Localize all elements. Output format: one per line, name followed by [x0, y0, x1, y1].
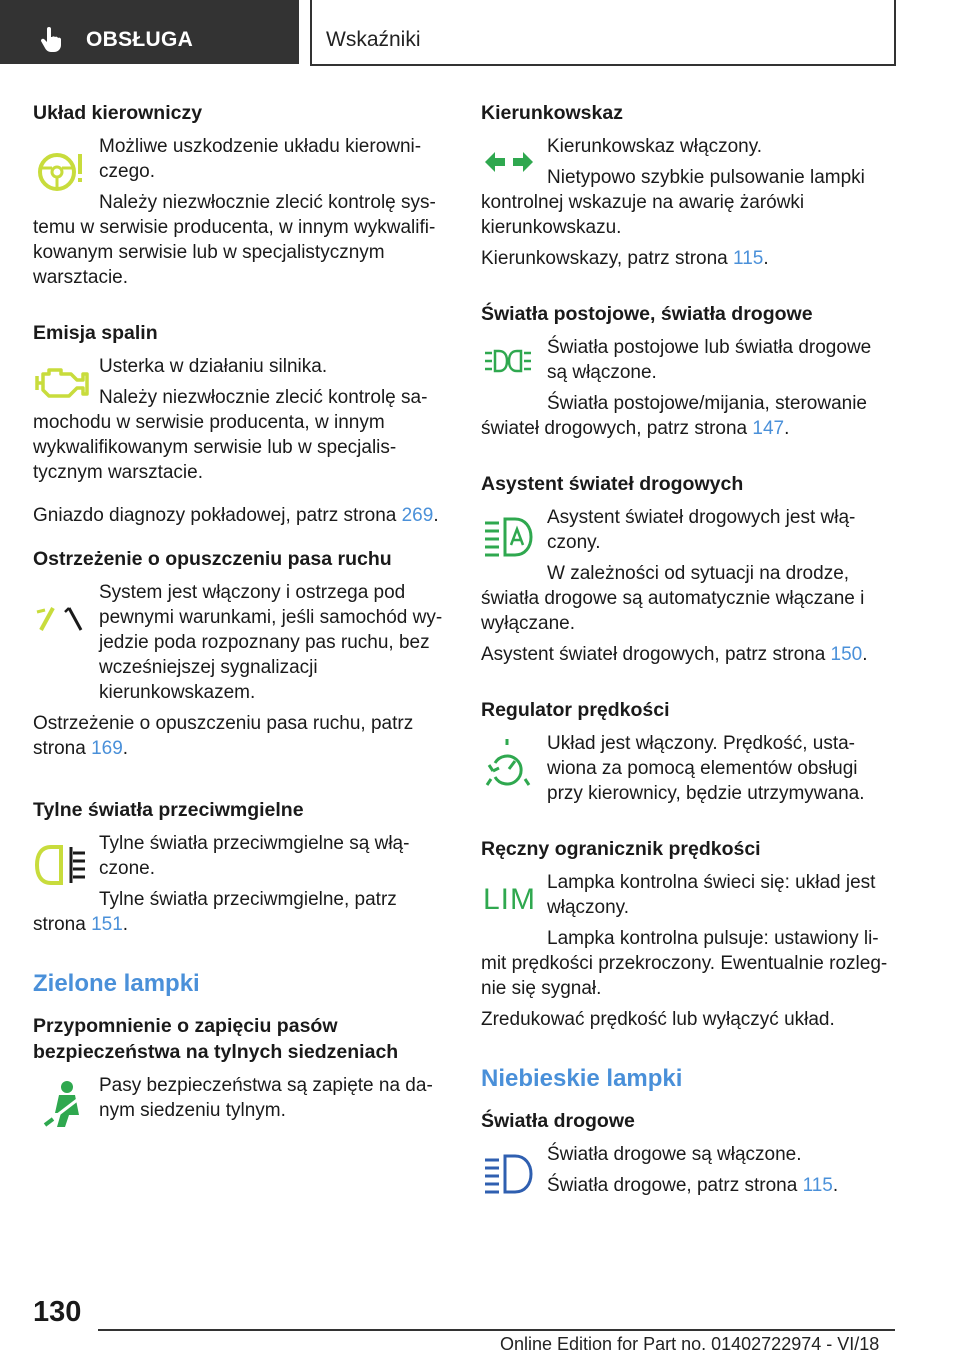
lane-ref-link[interactable]: 169 [91, 738, 123, 759]
highbeam-heading: Światła drogowe [481, 1110, 635, 1132]
highbeam-ref-link[interactable]: 115 [802, 1175, 833, 1196]
lane-ref-end: . [122, 738, 129, 759]
lane-text-1: System jest włączony i ostrzega pod pewnymi warunkami, jeśli samochód wyjedzie poda rozpoznany pas ruchu, bez wcześniejszej sygnalizacji kierunkowskazem. [99, 582, 443, 703]
turn-heading: Kierunkowskaz [481, 102, 623, 124]
highbeam-entry [481, 1142, 893, 1198]
cruise-text-1: Układ jest włączony. Prędkość, ustawiona za pomocą elementów obsługi przy kierownicy, będzie utrzymywana. [547, 733, 865, 804]
highbeam-ref [481, 1173, 893, 1198]
page-number: 130 [33, 1296, 82, 1328]
page-header [0, 0, 960, 66]
page-title-tab [310, 0, 896, 66]
highbeam-assist-entry [481, 505, 893, 636]
highbeam-assist-text-1: Asystent świateł drogowych jest włączony. [547, 507, 856, 553]
rearfog-text-1: Tylne światła przeciwmgielne są włączone. [99, 833, 410, 879]
parking-ref-link[interactable]: 147 [752, 418, 785, 439]
turn-ref-text: Kierunkowskazy, patrz strona [481, 248, 734, 269]
emission-heading: Emisja spalin [33, 322, 158, 344]
steering-entry [33, 134, 445, 290]
parking-entry [481, 335, 893, 441]
limiter-entry [481, 870, 893, 1001]
rearfog-entry [33, 831, 445, 937]
rear-fog-light-icon [35, 843, 89, 887]
highbeam-ref-text: Światła drogowe, patrz strona [547, 1175, 803, 1196]
highbeam-assist-ref [481, 642, 893, 667]
limiter-heading: Ręczny ogranicznik prędkości [481, 838, 761, 860]
seatbelt-icon [41, 1079, 85, 1129]
parking-ref-end: . [784, 418, 790, 439]
parking-lights-icon [483, 347, 533, 375]
turn-signal-icon [483, 150, 535, 174]
highbeam-ref-end: . [832, 1175, 839, 1196]
high-beam-assist-icon [483, 515, 535, 559]
rearfog-ref-text: Tylne światła przeciwmgielne, patrz strona [33, 889, 397, 935]
steering-text-1: Możliwe uszkodzenie układu kierowniczego. [99, 136, 422, 182]
emission-ref [33, 503, 445, 528]
seatbelt-heading: Przypomnienie o zapięciu pasów bezpieczeństwa na tylnych siedzeniach [33, 1015, 399, 1063]
hand-pointer-icon [38, 26, 66, 54]
footer-divider [98, 1329, 895, 1331]
cruise-control-icon [485, 737, 531, 789]
turn-ref [481, 246, 893, 271]
emission-ref-link[interactable]: 269 [401, 505, 434, 526]
parking-heading: Światła postojowe, światła drogowe [481, 303, 813, 325]
lane-departure-icon [35, 602, 87, 632]
page-title: Wskaźniki [326, 28, 421, 51]
rearfog-ref-link[interactable]: 151 [91, 914, 123, 935]
turn-ref-end: . [763, 248, 769, 269]
parking-text-2 [481, 391, 893, 441]
emission-text-1: Usterka w działaniu silnika. [99, 356, 328, 377]
steering-warning-icon [35, 148, 87, 192]
section-label: OBSŁUGA [86, 28, 194, 51]
rearfog-ref-end: . [122, 914, 129, 935]
emission-ref-end: . [433, 505, 439, 526]
lane-entry [33, 580, 445, 705]
steering-text-2: Należy niezwłocznie zlecić kontrolę systemu w serwisie producenta, w innym wykwalifikowanym serwisie lub w specjalistycznym warsztacie. [33, 192, 436, 288]
edition-info: Online Edition for Part no. 01402722974 - VI/18 [500, 1334, 880, 1354]
green-lights-heading: Zielone lampki [33, 970, 200, 997]
lane-heading: Ostrzeżenie o opuszczeniu pasa ruchu [33, 548, 392, 570]
highbeam-assist-text-2: W zależności od sytuacji na drodze, światła drogowe są automatycznie włączane i wyłączane. [481, 563, 865, 634]
seatbelt-text-1: Pasy bezpieczeństwa są zapięte na danym siedzeniu tylnym. [99, 1075, 433, 1121]
limiter-text-2: Lampka kontrolna pulsuje: ustawiony limit prędkości przekroczony. Ewentualnie rozlegnie się sygnał. [481, 928, 888, 999]
parking-text-2-body: Światła postojowe/mijania, sterowanie świateł drogowych, patrz strona [481, 393, 867, 439]
high-beam-icon [483, 1152, 535, 1196]
highbeam-assist-heading: Asystent świateł drogowych [481, 473, 744, 495]
emission-text-2: Należy niezwłocznie zlecić kontrolę samochodu w serwisie producenta, w innym wykwalifikowanym serwisie lub w specjalistycznym warsztacie. [33, 387, 428, 483]
limiter-text-3: Zredukować prędkość lub wyłączyć układ. [481, 1009, 835, 1030]
limiter-text-1: Lampka kontrolna świeci się: układ jest włączony. [547, 872, 876, 918]
parking-text-1: Światła postojowe lub światła drogowe są włączone. [547, 337, 872, 383]
emission-ref-text: Gniazdo diagnozy pokładowej, patrz strona [33, 505, 402, 526]
rearfog-heading: Tylne światła przeciwmgielne [33, 799, 304, 821]
turn-text-2: Nietypowo szybkie pulsowanie lampki kontrolnej wskazuje na awarię żarówki kierunkowskazu. [481, 167, 865, 238]
steering-heading: Układ kierowniczy [33, 102, 203, 124]
blue-lights-heading: Niebieskie lampki [481, 1065, 683, 1092]
highbeam-assist-ref-end: . [862, 644, 868, 665]
lane-ref [33, 711, 445, 761]
turn-entry [481, 134, 893, 240]
cruise-heading: Regulator prędkości [481, 699, 670, 721]
limiter-lim-icon: LIM [483, 883, 537, 916]
cruise-entry [481, 731, 893, 806]
turn-ref-link[interactable]: 115 [733, 248, 764, 269]
emission-entry [33, 354, 445, 485]
rearfog-ref [33, 887, 445, 937]
highbeam-assist-ref-text: Asystent świateł drogowych, patrz strona [481, 644, 831, 665]
left-column [33, 100, 445, 1129]
right-column [481, 100, 893, 1204]
lane-ref-text: Ostrzeżenie o opuszczeniu pasa ruchu, patrz strona [33, 713, 414, 759]
seatbelt-entry [33, 1073, 445, 1123]
engine-warning-icon [33, 362, 91, 402]
highbeam-text-1: Światła drogowe są włączone. [547, 1144, 802, 1165]
highbeam-assist-ref-link[interactable]: 150 [830, 644, 863, 665]
turn-text-1: Kierunkowskaz włączony. [547, 136, 763, 157]
section-tab [0, 0, 299, 64]
